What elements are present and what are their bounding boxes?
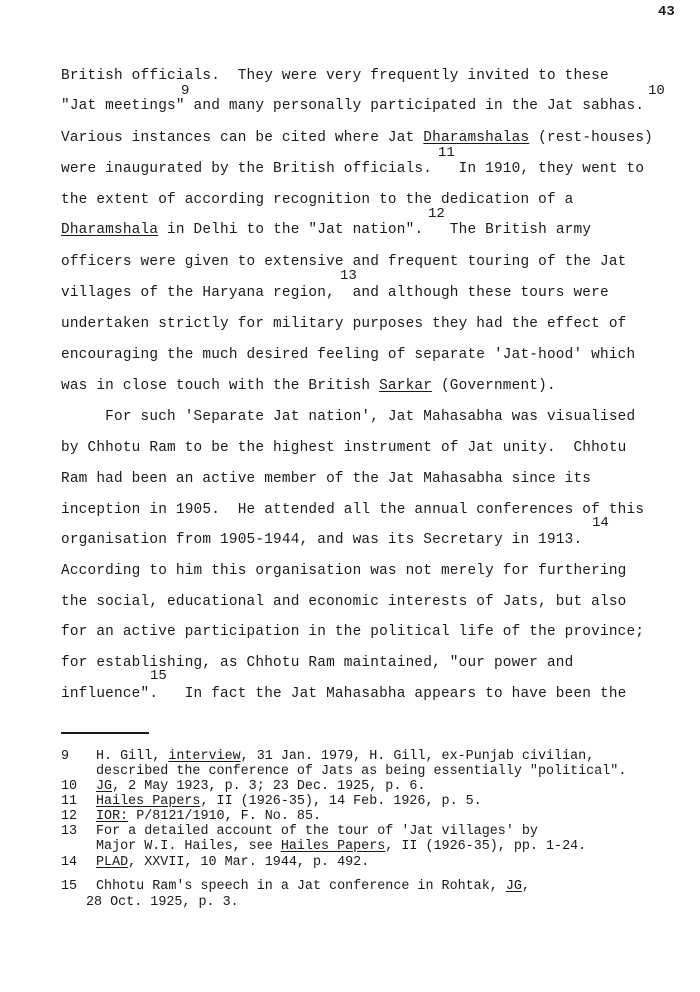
text-line: for establishing, as Chhotu Ram maintained, "our power and <box>61 655 574 671</box>
text-line: was in close touch with the British Sarkar (Government). <box>61 378 556 394</box>
text-line: were inaugurated by the British officials. In 1910, they went to <box>61 161 645 177</box>
text-line: According to him this organisation was not merely for furthering <box>61 563 627 579</box>
term-dharamshala: Dharamshala <box>61 222 159 238</box>
text-line: For such 'Separate Jat nation', Jat Mahasabha was visualised <box>61 409 636 425</box>
text-line: the extent of according recognition to the dedication of a <box>61 192 574 208</box>
text-line: influence". In fact the Jat Mahasabha appears to have been the <box>61 686 627 702</box>
text-line: officers were given to extensive and frequent touring of the Jat <box>61 254 627 270</box>
text-line: inception in 1905. He attended all the annual conferences of this <box>61 502 645 518</box>
text-line: encouraging the much desired feeling of separate 'Jat-hood' which <box>61 347 636 363</box>
footnote-12: 12 IOR: P/8121/1910, F. No. 85. <box>61 809 322 824</box>
footnote-13-cont: Major W.I. Hailes, see Hailes Papers, II (1926-35), pp. 1-24. <box>96 839 587 854</box>
text-line: Various instances can be cited where Jat Dharamshalas (rest-houses) <box>61 130 654 146</box>
footnote-ref-13: 13 <box>340 268 357 284</box>
footnote-11: 11 Hailes Papers, II (1926-35), 14 Feb. 1926, p. 5. <box>61 794 482 809</box>
footnote-ref-12: 12 <box>428 206 445 222</box>
text-line: Dharamshala in Delhi to the "Jat nation". The British army <box>61 222 592 238</box>
text-line: villages of the Haryana region, and although these tours were <box>61 285 609 301</box>
footnote-ref-10: 10 <box>648 83 665 99</box>
footnote-15: 15 Chhotu Ram's speech in a Jat conference in Rohtak, JG, <box>61 879 530 894</box>
footnote-ref-15: 15 <box>150 668 167 684</box>
footnote-ref-9: 9 <box>181 83 190 99</box>
text-line: "Jat meetings" and many personally participated in the Jat sabhas. <box>61 98 645 114</box>
footnote-14: 14 PLAD, XXVII, 10 Mar. 1944, p. 492. <box>61 855 370 870</box>
footnote-9: 9 H. Gill, interview, 31 Jan. 1979, H. Gill, ex-Punjab civilian, <box>61 749 595 764</box>
footnote-13: 13 For a detailed account of the tour of 'Jat villages' by <box>61 824 538 839</box>
text-line: for an active participation in the political life of the province; <box>61 624 645 640</box>
footnote-9-cont: described the conference of Jats as being essentially "political". <box>96 764 627 779</box>
text-line: organisation from 1905-1944, and was its Secretary in 1913. <box>61 532 583 548</box>
text-line: the social, educational and economic interests of Jats, but also <box>61 594 627 610</box>
text-line: Ram had been an active member of the Jat Mahasabha since its <box>61 471 592 487</box>
term-sarkar: Sarkar <box>379 378 433 394</box>
footnote-divider <box>61 732 149 734</box>
term-dharamshalas: Dharamshalas <box>423 130 530 146</box>
text-line: undertaken strictly for military purposes they had the effect of <box>61 316 627 332</box>
text-line: British officials. They were very frequently invited to these <box>61 68 609 84</box>
footnote-15-cont: 28 Oct. 1925, p. 3. <box>86 895 239 910</box>
footnote-ref-11: 11 <box>438 145 455 161</box>
text-line: by Chhotu Ram to be the highest instrument of Jat unity. Chhotu <box>61 440 627 456</box>
footnote-ref-14: 14 <box>592 515 609 531</box>
footnote-10: 10 JG, 2 May 1923, p. 3; 23 Dec. 1925, p. 6. <box>61 779 426 794</box>
page-number: 43 <box>658 4 675 20</box>
